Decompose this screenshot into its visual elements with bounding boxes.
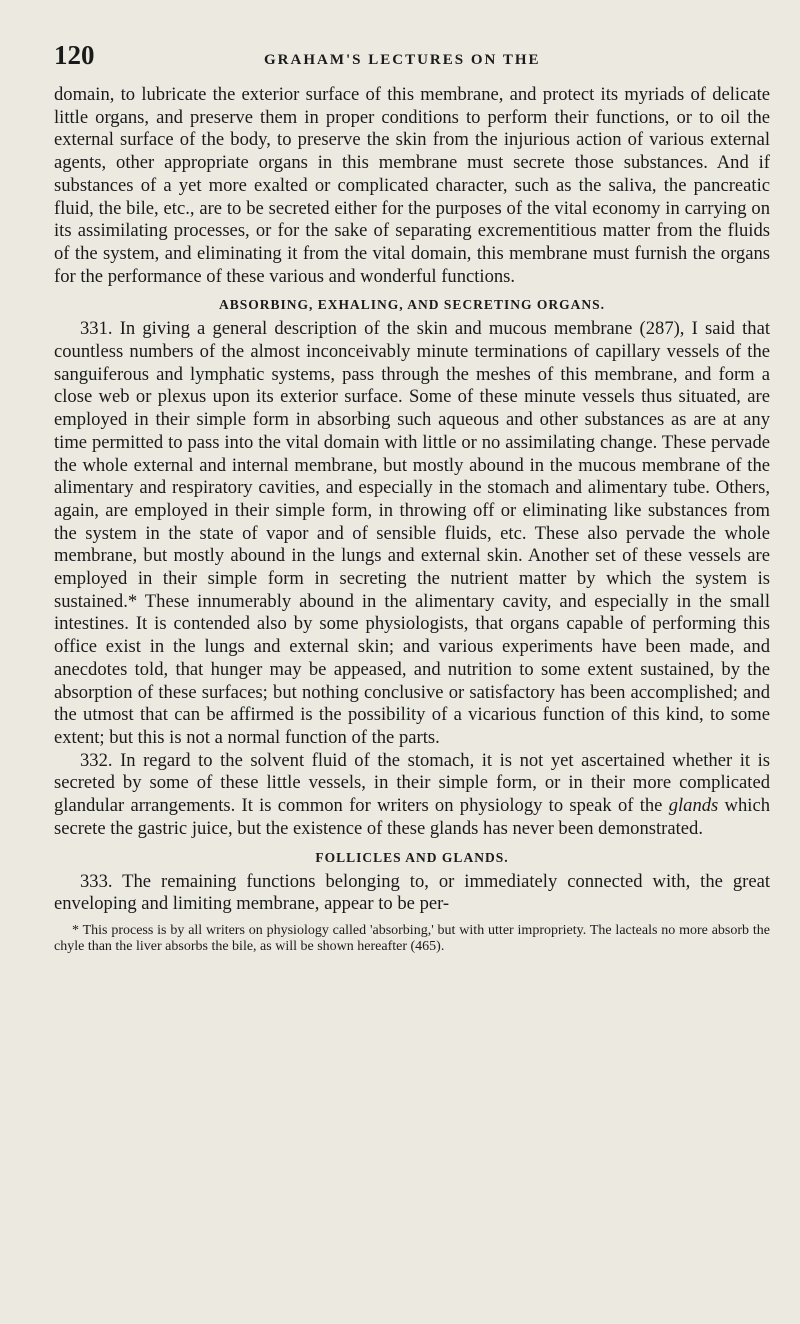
paragraph-333: 333. The remaining functions belonging to, or immediately connected with, the great enveloping and limiting membrane, appear to be per- — [54, 870, 770, 915]
running-head — [54, 40, 770, 84]
section-heading-follicles: FOLLICLES AND GLANDS. — [315, 849, 509, 865]
paragraph-332-text-a: 332. In regard to the solvent fluid of the stomach, it is not yet ascertained whether it is secreted by some of these little vessels, in their simple form, or in their more complicated glandular arrangements. It is common for writers on physiology to speak of the — [54, 749, 770, 817]
section-heading-absorbing: ABSORBING, EXHALING, AND SECRETING ORGANS. — [219, 297, 605, 313]
page-number: 120 — [54, 40, 95, 70]
paragraph-331: 331. In giving a general description of the skin and mucous membrane (287), I said that countless numbers of the almost inconceivably minute terminations of capillary vessels of the sanguiferous and lymphatic systems, pass through the meshes of this membrane, and form a close web or plexus upon its exterior surface. Some of these minute vessels thus situated, are employed in their simple form in absorbing such aqueous and other substances as are at any time permitted to pass into the vital domain with little or no assimilating change. These pervade the whole external and internal membrane, but mostly abound in the mucous membrane of the alimentary and respiratory cavities, and especially in the stomach and alimentary tube. Others, again, are employed in their simple form, in throwing off or eliminating like substances from the system in the state of vapor and of sensible fluids, etc. These also pervade the whole membrane, but mostly abound in the lungs and external skin. Another set of these vessels are employed in their simple form in secreting the nutrient matter by which the system is sustained.* These innumerably abound in the alimentary cavity, and especially in the small intestines. It is contended also by some physiologists, that organs capable of performing this office exist in the lungs and external skin; and various experiments have been made, and anecdotes told, that hunger may be appeased, and nutrition to some extent sustained, by the absorption of these surfaces; but nothing conclusive or satisfactory has been accomplished; and the utmost that can be affirmed is the possibility of a vicarious function of this kind, to some extent; but this is not a normal function of the parts. — [54, 318, 770, 748]
paragraph-332-italic: glands — [668, 795, 719, 817]
footnote: * This process is by all writers on physiology called 'absorbing,' but with utter impropriety. The lacteals no more absorb the chyle than the liver absorbs the bile, as will be shown hereafter (465). — [54, 922, 770, 955]
running-title: GRAHAM'S LECTURES ON THE — [264, 52, 541, 68]
paragraph-1: domain, to lubricate the exterior surface of this membrane, and protect its myriads of delicate little organs, and preserve them in proper conditions to perform their functions, or to oil the external surface of the body, to preserve the skin from the injurious action of various external agents, other appropriate organs in this membrane must secrete those substances. And if substances of a yet more exalted or complicated character, such as the saliva, the pancreatic fluid, the bile, etc., are to be secreted either for the purposes of the vital economy in carrying on its assimilating processes, or for the sake of separating excrementitious matter from the fluids of the system, and eliminating it from the vital domain, this membrane must furnish the organs for the performance of these various and wonderful functions. — [54, 84, 770, 287]
paragraph-332 — [54, 750, 770, 841]
paragraph-332-text-b: which secrete the gastric juice, but the existence of these glands has never been demonstrated. — [54, 795, 770, 839]
